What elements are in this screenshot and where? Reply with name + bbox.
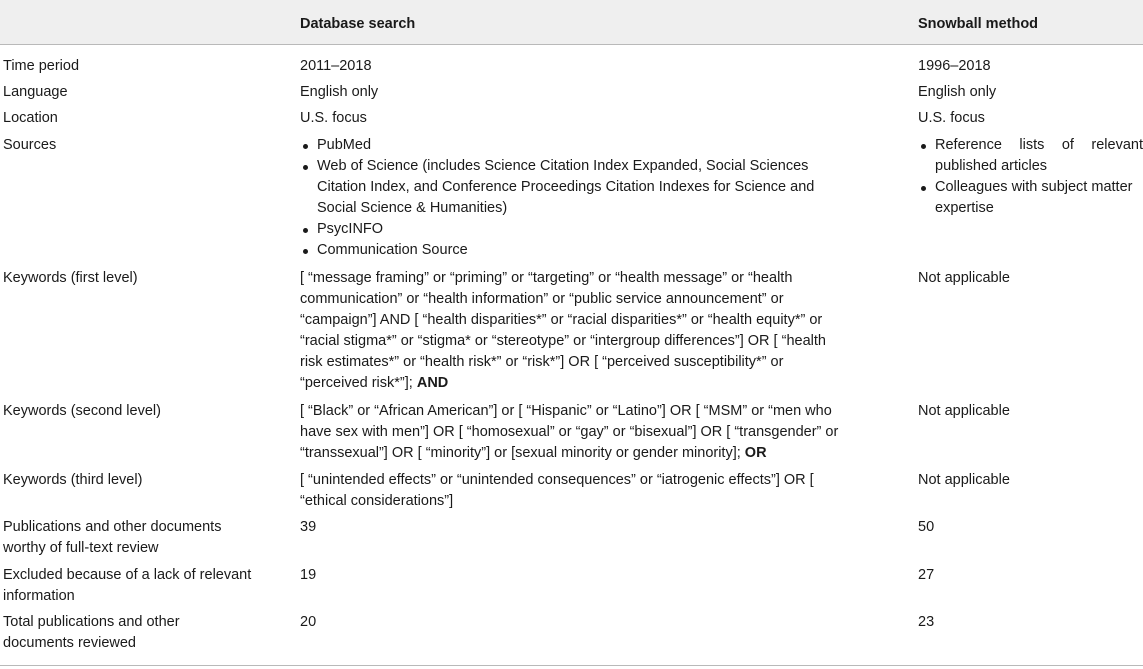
database-value: U.S. focus [300, 110, 367, 126]
snowball-value: Not applicable [918, 403, 1010, 419]
snowball-value: 23 [918, 614, 935, 630]
keywords-text: [ “Black” or “African American”] or [ “Hispanic” or “Latino”] OR [ “MSM” or “men who have sex with men”] OR [ “homosexual” or “gay” or “bisexual”] OR [ “transgender” or “transsexual”] OR [ “minority”] or [sexual minority or gender minority]; [300, 403, 839, 461]
boolean-operator: OR [744, 445, 767, 461]
row-label: Excluded because of a lack of relevant information [3, 567, 252, 604]
row-label: Keywords (second level) [3, 403, 161, 419]
row-label: Publications and other documents worthy of full-text review [3, 519, 222, 556]
row-label: Keywords (third level) [3, 472, 143, 488]
table-row-total-reviewed [0, 612, 1143, 666]
snowball-value: Not applicable [918, 270, 1010, 286]
list-item: Reference lists of relevant published articles [918, 135, 1143, 177]
snowball-value: Not applicable [918, 472, 1010, 488]
database-value: 20 [300, 614, 317, 630]
list-item: Web of Science (includes Science Citation Index Expanded, Social Sciences Citation Index, and Conference Proceedings Citation Indexes for Science and Social Science & Humanities) [300, 156, 845, 219]
snowball-value: 1996–2018 [918, 58, 991, 74]
table-row-keywords-third-level [0, 470, 1143, 518]
snowball-value: English only [918, 84, 997, 100]
row-label: Total publications and other documents reviewed [3, 614, 180, 651]
database-keywords: [ “unintended effects” or “unintended consequences” or “iatrogenic effects”] OR [ “ethical considerations”] [300, 472, 814, 509]
list-item: PubMed [300, 135, 845, 156]
database-keywords [300, 401, 845, 464]
database-sources [300, 135, 845, 261]
snowball-sources-list [918, 135, 1143, 219]
header-database-search: Database search [300, 16, 416, 32]
snowball-sources [918, 135, 1143, 219]
snowball-value: U.S. focus [918, 110, 985, 126]
table-row-time-period [0, 56, 1143, 82]
database-value: 39 [300, 519, 317, 535]
table-row-keywords-first-level [0, 268, 1143, 400]
database-keywords [300, 268, 840, 394]
table-row-sources [0, 135, 1143, 267]
database-value: English only [300, 84, 379, 100]
table-row-excluded [0, 565, 1143, 613]
row-label: Language [3, 84, 68, 100]
table-row-language [0, 82, 1143, 108]
table-row-full-text-review [0, 517, 1143, 565]
header-snowball-method: Snowball method [918, 16, 1039, 32]
boolean-operator: AND [416, 375, 449, 391]
keywords-text: [ “message framing” or “priming” or “targeting” or “health message” or “health communication” or “health information” or “public service announcement” or “campaign”] AND [ “health disparities*” or “racial disparities*” or “health equity*” or “racial stigma*” or “stigma* or “stereotype” or “intergroup differences”] OR [ “health risk estimates*” or “health risk*” or “risk*”] OR [ “perceived susceptibility*” or “perceived risk*”]; [300, 270, 826, 391]
snowball-value: 27 [918, 567, 935, 583]
database-value: 19 [300, 567, 317, 583]
table-row-keywords-second-level [0, 401, 1143, 469]
row-label: Keywords (first level) [3, 270, 138, 286]
list-item: PsycINFO [300, 219, 845, 240]
database-sources-list [300, 135, 845, 261]
list-item: Colleagues with subject matter expertise [918, 177, 1143, 219]
row-label: Sources [3, 137, 57, 153]
list-item: Communication Source [300, 240, 845, 261]
table-row-location [0, 108, 1143, 134]
row-label: Location [3, 110, 58, 126]
snowball-value: 50 [918, 519, 935, 535]
database-value: 2011–2018 [300, 58, 372, 74]
table-header [0, 0, 1143, 45]
row-label: Time period [3, 58, 80, 74]
